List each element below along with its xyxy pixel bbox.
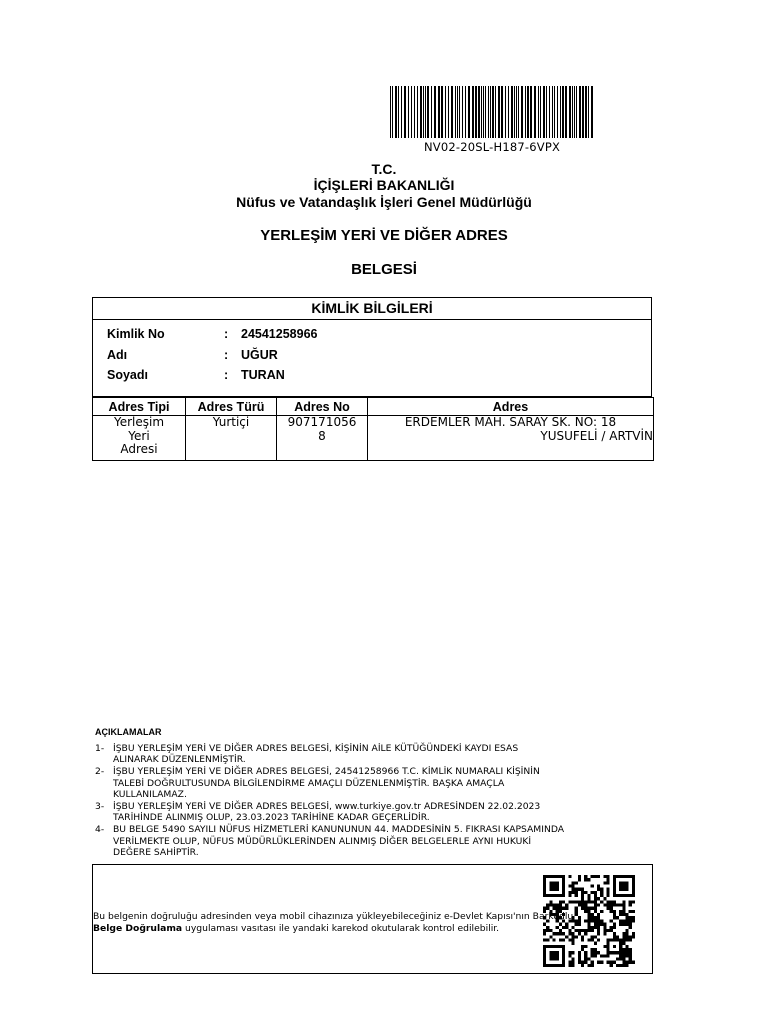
verification-line-2-rest: uygulaması vasıtası ile yandaki karekod okutularak kontrol edilebilir. — [182, 923, 500, 935]
note-line: İŞBU YERLEŞİM YERİ VE DİĞER ADRES BELGESİ, 24541258966 T.C. KİMLİK NUMARALI KİŞİNİN — [113, 766, 540, 778]
separator: : — [224, 327, 229, 341]
name-label: Adı — [107, 348, 128, 362]
id-number-label: Kimlik No — [107, 327, 165, 341]
document-title-line1: YERLEŞİM YERİ VE DİĞER ADRES — [260, 227, 508, 244]
address-no-line: 8 — [318, 428, 326, 443]
col-header-address: Adres — [368, 398, 654, 416]
verification-section — [92, 864, 653, 974]
barcode-image — [390, 86, 594, 138]
address-type-line: Yeri — [128, 428, 150, 443]
cell-address-no — [277, 416, 368, 461]
list-item — [95, 743, 655, 765]
note-line: ALINARAK DÜZENLENMİŞTİR. — [113, 754, 246, 766]
verification-line-1: Bu belgenin doğruluğu adresinden veya mobil cihazınıza yükleyebileceğiniz e-Devlet Kapısı'nın Barkodlu — [93, 911, 574, 922]
identity-heading: KİMLİK BİLGİLERİ — [93, 298, 651, 320]
address-table — [92, 397, 654, 461]
address-type-line: Yerleşim — [113, 415, 165, 429]
col-header-address-type: Adres Tipi — [93, 398, 186, 416]
list-item — [95, 766, 655, 800]
name-value: UĞUR — [241, 348, 278, 362]
separator: : — [224, 368, 229, 382]
surname-value: TURAN — [241, 368, 285, 382]
table-row — [93, 416, 654, 461]
notes-title: AÇIKLAMALAR — [95, 727, 162, 737]
document-title-line2: BELGESİ — [351, 261, 417, 278]
note-line: TALEBİ DOĞRULTUSUNDA BİLGİLENDİRME AMAÇLI DÜZENLENMİŞTİR. BAŞKA AMAÇLA — [113, 777, 505, 789]
cell-address — [368, 416, 654, 461]
note-line: VERİLMEKTE OLUP, NÜFUS MÜDÜRLÜKLERİNDEN ALINMIŞ DİĞER BELGELERLE AYNI HUKUKİ — [113, 835, 532, 847]
id-number-value: 24541258966 — [241, 327, 318, 341]
address-line-1: ERDEMLER MAH. SARAY SK. NO: 18 — [404, 415, 617, 429]
verification-text — [93, 911, 653, 936]
address-table-header — [93, 398, 654, 416]
address-type-line: Adresi — [120, 442, 158, 456]
note-line: KULLANILAMAZ. — [113, 788, 187, 800]
address-line-2: YUSUFELİ / ARTVİN — [540, 428, 653, 443]
note-number: 2- — [95, 766, 105, 778]
note-number: 1- — [95, 743, 105, 754]
cell-address-kind: Yurtiçi — [186, 416, 277, 461]
note-line: BU BELGE 5490 SAYILI NÜFUS HİZMETLERİ KANUNUNUN 44. MADDESİNİN 5. FIKRASI KAPSAMINDA — [113, 824, 565, 836]
verification-line-2 — [93, 923, 653, 935]
note-line: İŞBU YERLEŞİM YERİ VE DİĞER ADRES BELGESİ, KİŞİNİN AİLE KÜTÜĞÜNDEKİ KAYDI ESAS — [113, 743, 519, 754]
col-header-address-kind: Adres Türü — [186, 398, 277, 416]
note-number: 3- — [95, 801, 105, 813]
header-directorate: Nüfus ve Vatandaşlık İşleri Genel Müdürlüğü — [236, 194, 532, 210]
cell-address-type — [93, 416, 186, 461]
note-line: İŞBU YERLEŞİM YERİ VE DİĞER ADRES BELGESİ, www.turkiye.gov.tr ADRESİNDEN 22.02.2023 — [113, 801, 541, 813]
note-number: 4- — [95, 824, 105, 836]
separator: : — [224, 348, 229, 362]
header-tc: T.C. — [371, 161, 397, 177]
note-line: TARİHİNDE ALINMIŞ OLUP, 23.03.2023 TARİHİNE KADAR GEÇERLİDİR. — [113, 812, 430, 824]
barcode-number: NV02-20SL-H187-6VPX — [423, 140, 561, 154]
list-item — [95, 801, 655, 823]
verification-app-name: Belge Doğrulama — [93, 923, 183, 935]
header-ministry: İÇİŞLERİ BAKANLIĞI — [313, 177, 455, 193]
address-no-line: 907171056 — [287, 415, 357, 429]
note-line: DEĞERE SAHİPTİR. — [113, 846, 199, 858]
notes-list — [95, 743, 655, 859]
identity-section — [92, 297, 652, 397]
col-header-address-no: Adres No — [277, 398, 368, 416]
list-item — [95, 824, 655, 858]
surname-label: Soyadı — [107, 368, 148, 382]
